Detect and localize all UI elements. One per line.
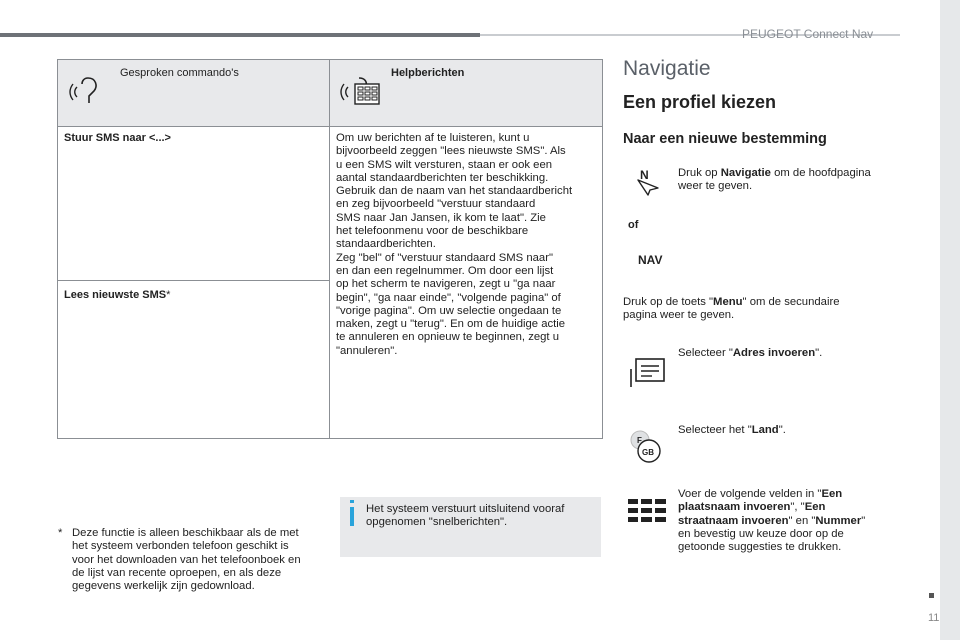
page-header: PEUGEOT Connect Nav	[742, 27, 874, 41]
column-header-commands: Gesproken commando's	[120, 67, 239, 79]
navigation-arrow-icon	[636, 176, 664, 196]
footnote-text: Deze functie is alleen beschikbaar als de met het systeem verbonden telefoon geschikt is voor het downloaden van het telefoonboek en de lijst van recente oproepen, en als deze gegevens werkelijk zijn gedownload.	[72, 527, 301, 593]
side-strip	[940, 0, 960, 640]
command-read-sms: Lees nieuwste SMS*	[64, 289, 171, 301]
keyboard-fields-icon	[626, 496, 668, 526]
step-menu: Druk op de toets "Menu" om de secundaire pagina weer te geven.	[623, 296, 840, 322]
north-letter: N	[640, 168, 649, 182]
info-note	[340, 497, 601, 557]
nav-button-label: NAV	[638, 253, 663, 267]
country-flag-icon	[628, 428, 668, 468]
step-navigation: Druk op Navigatie om de hoofdpagina weer te geven.	[678, 167, 871, 193]
step-country: Selecteer het "Land".	[678, 424, 786, 436]
row-divider	[58, 280, 329, 281]
column-divider	[329, 60, 330, 438]
info-note-text: Het systeem verstuurt uitsluitend vooraf opgenomen "snelberichten".	[366, 503, 565, 529]
info-icon	[350, 507, 354, 526]
step-address: Selecteer "Adres invoeren".	[678, 347, 823, 359]
voice-command-table	[57, 59, 603, 439]
voice-command-icon	[68, 72, 104, 108]
page-number: 11	[928, 612, 940, 624]
section-subtitle: Een profiel kiezen	[623, 92, 777, 112]
step-fields: Voer de volgende velden in "Een plaatsnaam invoeren", "Een straatnaam invoeren" en "Nummer" en bevestig uw keuze door op de getoonde suggesties te drukken.	[678, 488, 866, 554]
info-icon-dot	[350, 500, 354, 503]
help-message-icon	[339, 72, 389, 112]
command-send-sms: Stuur SMS naar <...>	[64, 132, 171, 144]
header-rule	[0, 33, 480, 37]
flag-label-bottom: GB	[642, 448, 654, 457]
footnote-marker: *	[58, 527, 63, 539]
or-label: of	[628, 219, 639, 231]
section-heading: Naar een nieuwe bestemming	[623, 131, 827, 147]
address-entry-icon	[628, 357, 668, 391]
table-header	[58, 60, 602, 127]
column-header-help: Helpberichten	[391, 67, 465, 79]
help-text: Om uw berichten af te luisteren, kunt u bijvoorbeeld zeggen "lees nieuwste SMS". Als u een SMS wilt versturen, staan er ook een aantal standaardberichten ter beschikking. Gebruik dan de naam van het standaardbericht en zeg bijvoorbeeld "verstuur standaard SMS naar Jan Jansen, ik kom te laat". Zie het telefoonmenu voor de beschikbare standaardberichten. Zeg "bel" of "verstuur standaard SMS naar" en dan een regelnummer. Om door een lijst op het scherm te navigeren, zegt u "ga naar begin", "ga naar einde", "volgende pagina" of "vorige pagina". Om uw selectie ongedaan te maken, zegt u "terug". En om de huidige actie te annuleren en opnieuw te beginnen, zegt u "annuleren".	[336, 132, 573, 357]
flag-label-top: F	[637, 436, 642, 445]
section-title: Navigatie	[623, 57, 711, 80]
continue-marker	[929, 593, 934, 598]
